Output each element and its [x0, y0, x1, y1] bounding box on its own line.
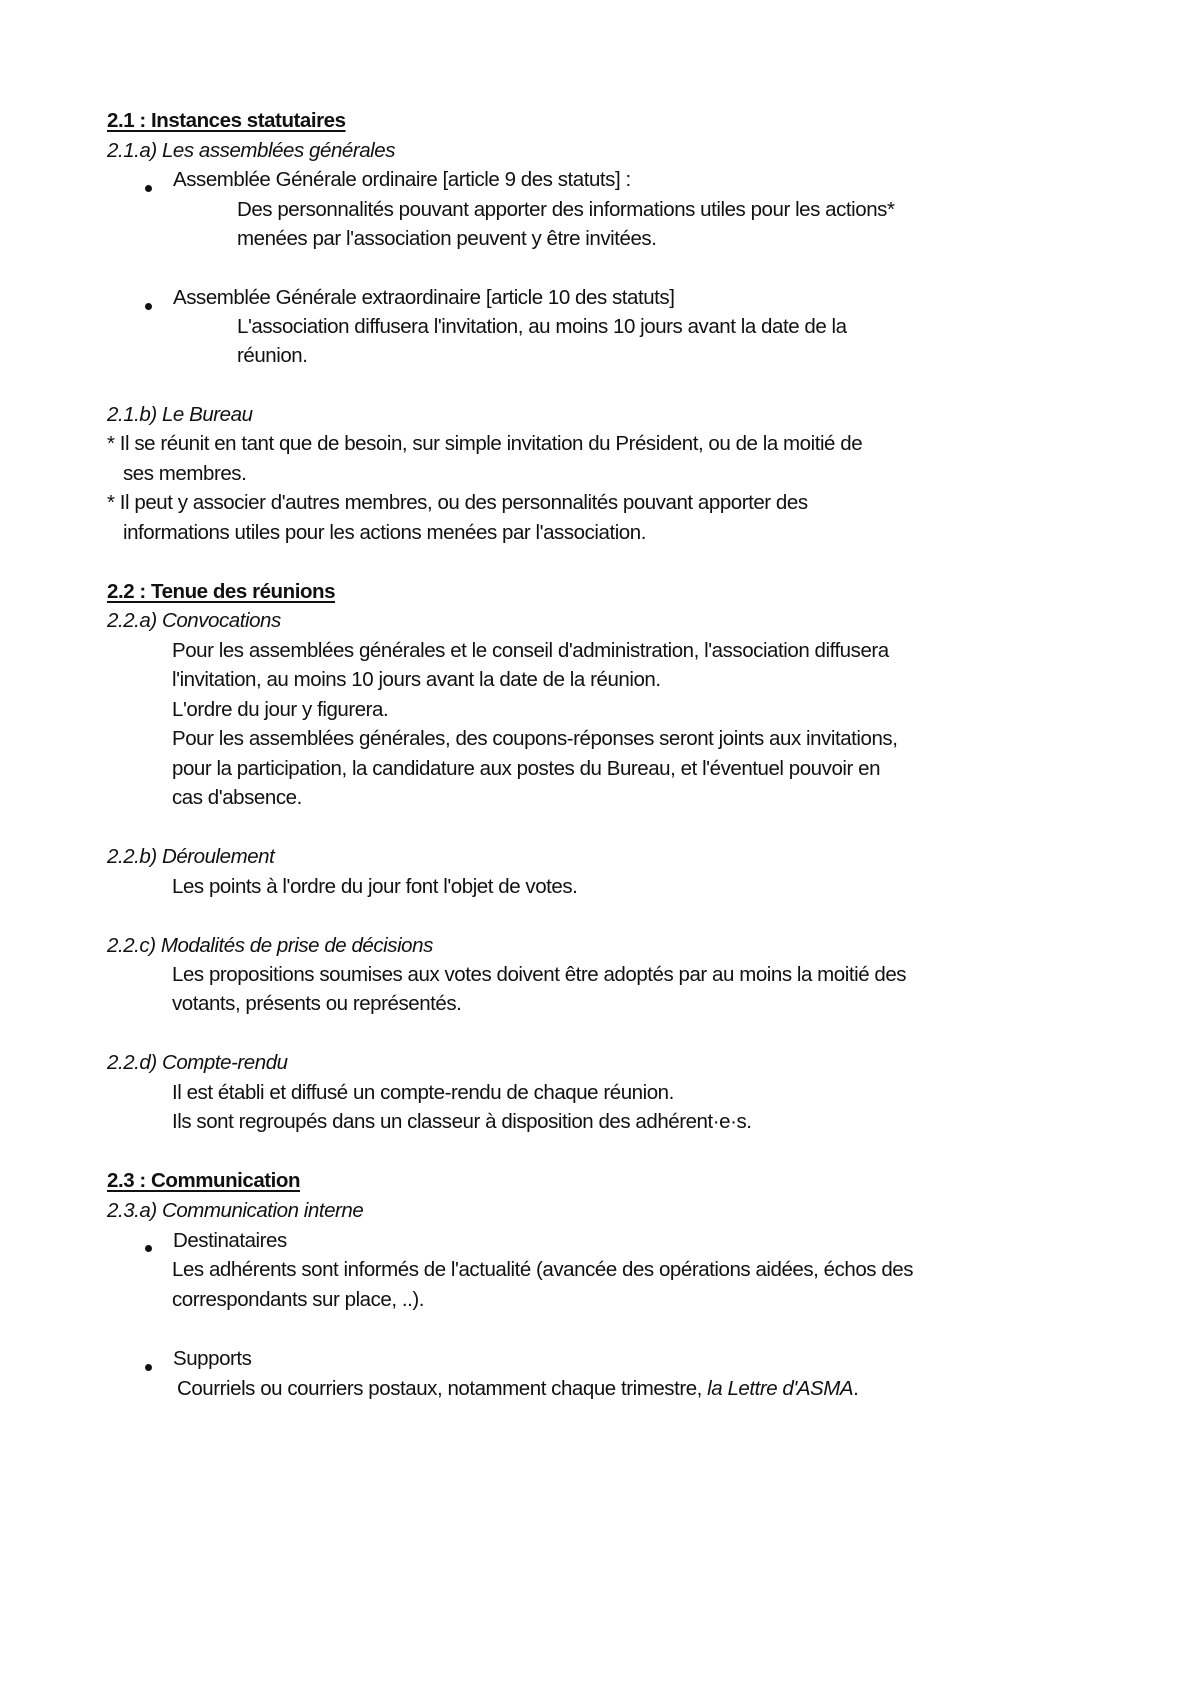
section-heading-2-1: 2.1 : Instances statutaires [107, 109, 346, 132]
paragraph-line: votants, présents ou représentés. [172, 992, 462, 1015]
paragraph-line: * Il se réunit en tant que de besoin, sur simple invitation du Président, ou de la moitié de [107, 432, 863, 455]
paragraph-line [177, 1376, 858, 1402]
subsection-title-2-2-a: 2.2.a) Convocations [107, 609, 281, 632]
subsection-title-2-2-d: 2.2.d) Compte-rendu [107, 1051, 288, 1074]
subsection-title-2-3-a: 2.3.a) Communication interne [107, 1199, 364, 1222]
bullet-icon [145, 1245, 152, 1252]
text-span: Courriels ou courriers postaux, notamment chaque trimestre, [177, 1377, 708, 1400]
paragraph-line: ses membres. [123, 462, 247, 485]
list-item-label: Destinataires [173, 1229, 287, 1252]
paragraph-line: Des personnalités pouvant apporter des informations utiles pour les actions* [237, 198, 895, 221]
section-heading-2-2: 2.2 : Tenue des réunions [107, 580, 336, 603]
list-item-label: Supports [173, 1347, 252, 1370]
paragraph-line: Ils sont regroupés dans un classeur à disposition des adhérent·e·s. [172, 1110, 752, 1133]
paragraph-line: Il est établi et diffusé un compte-rendu de chaque réunion. [172, 1081, 674, 1104]
paragraph-line: L'ordre du jour y figurera. [172, 698, 389, 721]
paragraph-line: menées par l'association peuvent y être invitées. [237, 227, 657, 250]
paragraph-line: cas d'absence. [172, 786, 302, 809]
section-heading-2-3: 2.3 : Communication [107, 1169, 301, 1192]
bullet-icon [145, 1364, 152, 1371]
subsection-title-2-1-b: 2.1.b) Le Bureau [107, 403, 253, 426]
paragraph-line: Pour les assemblées générales et le conseil d'administration, l'association diffusera [172, 639, 889, 662]
subsection-title-2-1-a: 2.1.a) Les assemblées générales [107, 139, 396, 162]
paragraph-line: Les propositions soumises aux votes doivent être adoptés par au moins la moitié des [172, 963, 907, 986]
text-span: . [853, 1377, 859, 1400]
paragraph-line: informations utiles pour les actions menées par l'association. [123, 521, 646, 544]
bullet-icon [145, 185, 152, 192]
paragraph-line: Les adhérents sont informés de l'actualité (avancée des opérations aidées, échos des [172, 1258, 914, 1281]
list-item-label: Assemblée Générale extraordinaire [article 10 des statuts] [173, 286, 675, 309]
paragraph-line: L'association diffusera l'invitation, au moins 10 jours avant la date de la [237, 315, 847, 338]
paragraph-line: pour la participation, la candidature aux postes du Bureau, et l'éventuel pouvoir en [172, 757, 881, 780]
paragraph-line: * Il peut y associer d'autres membres, ou des personnalités pouvant apporter des [107, 491, 808, 514]
subsection-title-2-2-b: 2.2.b) Déroulement [107, 845, 275, 868]
paragraph-line: Les points à l'ordre du jour font l'objet de votes. [172, 875, 578, 898]
paragraph-line: correspondants sur place, ..). [172, 1288, 424, 1311]
paragraph-line: Pour les assemblées générales, des coupons-réponses seront joints aux invitations, [172, 727, 898, 750]
list-item-label: Assemblée Générale ordinaire [article 9 des statuts] : [173, 168, 631, 191]
paragraph-line: réunion. [237, 344, 308, 367]
paragraph-line: l'invitation, au moins 10 jours avant la date de la réunion. [172, 668, 661, 691]
bullet-icon [145, 303, 152, 310]
subsection-title-2-2-c: 2.2.c) Modalités de prise de décisions [107, 934, 433, 957]
publication-title: la Lettre d'ASMA [707, 1377, 854, 1400]
